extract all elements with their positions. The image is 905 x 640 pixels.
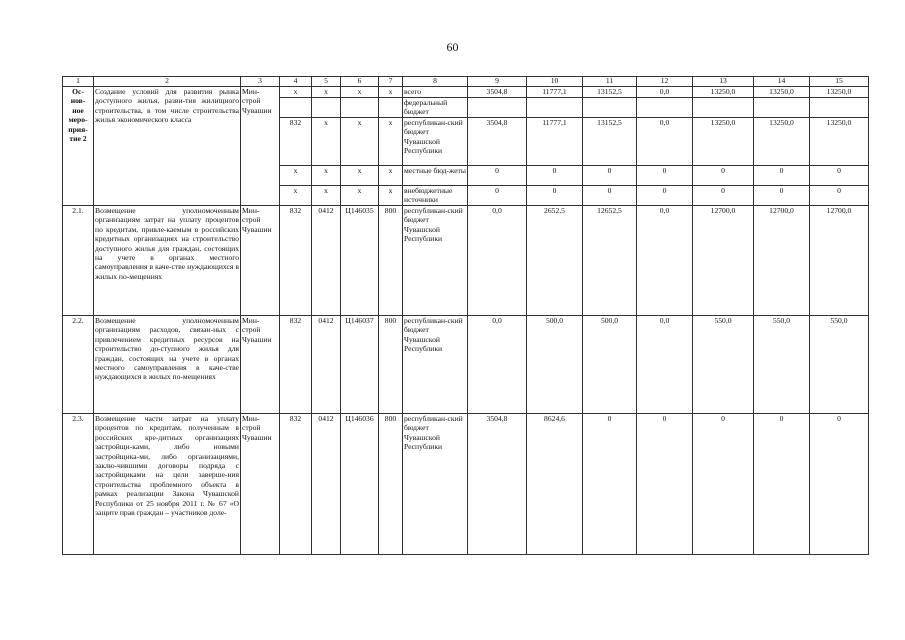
- kbk-target-code: Ц146035: [341, 206, 379, 316]
- activity-code: Ос- нов- ное меро- прия- тие 2: [63, 87, 94, 206]
- amount-v13: 0: [693, 186, 754, 206]
- amount-v13: 12700,0: [693, 206, 754, 316]
- header-cell: 5: [312, 77, 341, 87]
- amount-v11: 500,0: [583, 316, 637, 414]
- amount-v11: 0: [583, 166, 637, 186]
- activity-name: Создание условий для развития рынка доступного жилья, разви-тия жилищного строительства, в том числе строительства жилья экономического класса: [94, 87, 241, 206]
- kbk-expense-type: 800: [379, 414, 403, 555]
- amount-v11: 12652,5: [583, 206, 637, 316]
- amount-v12: 0,0: [637, 118, 693, 166]
- header-cell: 6: [341, 77, 379, 87]
- amount-v15: 0: [810, 414, 869, 555]
- funding-source: внебюджетные источники: [403, 186, 468, 206]
- kbk-expense-type: [379, 98, 403, 118]
- header-cell: 9: [468, 77, 527, 87]
- funding-source: местные бюд-жеты: [403, 166, 468, 186]
- amount-v13: 13250,0: [693, 87, 754, 98]
- amount-v10: 2652,5: [527, 206, 583, 316]
- header-cell: 1: [63, 77, 94, 87]
- funding-source: федеральный бюджет: [403, 98, 468, 118]
- amount-v15: 13250,0: [810, 118, 869, 166]
- kbk-expense-type: x: [379, 87, 403, 98]
- executor: Мин- строй Чувашии: [241, 414, 280, 555]
- amount-v12: 0,0: [637, 316, 693, 414]
- header-cell: 11: [583, 77, 637, 87]
- activity-code: 2.2.: [63, 316, 94, 414]
- kbk-section-code: x: [312, 118, 341, 166]
- kbk-ministry-code: 832: [280, 316, 312, 414]
- header-cell: 3: [241, 77, 280, 87]
- activity-code: 2.1.: [63, 206, 94, 316]
- kbk-target-code: x: [341, 87, 379, 98]
- amount-v12: 0: [637, 166, 693, 186]
- kbk-section-code: x: [312, 87, 341, 98]
- amount-v14: 0: [754, 186, 810, 206]
- amount-v14: 13250,0: [754, 118, 810, 166]
- executor: Мин- строй Чувашии: [241, 316, 280, 414]
- amount-v11: 13152,5: [583, 87, 637, 98]
- executor: Мин- строй Чувашии: [241, 206, 280, 316]
- table-row: [63, 206, 869, 316]
- kbk-target-code: Ц146036: [341, 414, 379, 555]
- amount-v9: [468, 98, 527, 118]
- amount-v15: 550,0: [810, 316, 869, 414]
- kbk-target-code: Ц146037: [341, 316, 379, 414]
- header-cell: 12: [637, 77, 693, 87]
- funding-source: республикан-ский бюджет Чувашской Республики: [403, 206, 468, 316]
- header-row: [63, 77, 869, 87]
- amount-v10: 0: [527, 166, 583, 186]
- kbk-target-code: [341, 98, 379, 118]
- amount-v12: 0: [637, 186, 693, 206]
- amount-v10: 11777,1: [527, 87, 583, 98]
- kbk-section-code: 0412: [312, 414, 341, 555]
- amount-v14: 13250,0: [754, 87, 810, 98]
- kbk-ministry-code: x: [280, 166, 312, 186]
- kbk-expense-type: 800: [379, 206, 403, 316]
- header-cell: 7: [379, 77, 403, 87]
- header-cell: 13: [693, 77, 754, 87]
- amount-v11: 13152,5: [583, 118, 637, 166]
- kbk-ministry-code: 832: [280, 414, 312, 555]
- amount-v12: [637, 98, 693, 118]
- amount-v14: 12700,0: [754, 206, 810, 316]
- funding-source: республикан-ский бюджет Чувашской Республики: [403, 414, 468, 555]
- kbk-target-code: x: [341, 166, 379, 186]
- header-cell: 10: [527, 77, 583, 87]
- kbk-target-code: x: [341, 186, 379, 206]
- executor: Мин- строй Чувашии: [241, 87, 280, 206]
- kbk-ministry-code: 832: [280, 118, 312, 166]
- amount-v15: 12700,0: [810, 206, 869, 316]
- header-cell: 2: [94, 77, 241, 87]
- amount-v13: 13250,0: [693, 118, 754, 166]
- table-row: [63, 414, 869, 555]
- amount-v9: 0,0: [468, 206, 527, 316]
- amount-v15: [810, 98, 869, 118]
- activity-name: Возмещение части затрат на уплату процентов по кредитам, полученным в российских кре-дитных организациях застройщи-ками, либо новыми застройщика-ми, либо организациями, заклю-чившими договоры подряда с застройщиками на цели заверше-ния строительства проблемного объекта в рамках реализации Закона Чувашской Республики от 25 ноября 2011 г. № 67 «О защите прав граждан – участников доле-: [94, 414, 241, 555]
- header-cell: 4: [280, 77, 312, 87]
- amount-v15: 0: [810, 186, 869, 206]
- amount-v9: 3504,8: [468, 414, 527, 555]
- activity-name: Возмещение уполномоченным организациям затрат на уплату процентов по кредитам, привле-каемым в российских кредитных организациях на строительство доступного жилья для граждан, состоящих на учете в органах местного самоуправления в каче-стве нуждающихся в жилых по-мещениях: [94, 206, 241, 316]
- amount-v12: 0,0: [637, 206, 693, 316]
- amount-v9: 3504,8: [468, 87, 527, 98]
- amount-v10: 500,0: [527, 316, 583, 414]
- amount-v9: 0,0: [468, 316, 527, 414]
- kbk-ministry-code: x: [280, 186, 312, 206]
- table-row: [63, 87, 869, 98]
- funding-source: всего: [403, 87, 468, 98]
- kbk-section-code: 0412: [312, 316, 341, 414]
- kbk-expense-type: 800: [379, 316, 403, 414]
- amount-v14: 0: [754, 414, 810, 555]
- kbk-ministry-code: x: [280, 87, 312, 98]
- amount-v13: 0: [693, 166, 754, 186]
- amount-v11: [583, 98, 637, 118]
- budget-table: [62, 76, 869, 555]
- page-number: 60: [446, 40, 459, 54]
- activity-name: Возмещение уполномоченным организациям расходов, связан-ных с привлечением кредитных ресурсов на строительство до-ступного жилья для граждан, состоящих на учете в органах местного самоуправления в каче-стве нуждающихся в жилых по-мещениях: [94, 316, 241, 414]
- kbk-expense-type: x: [379, 186, 403, 206]
- amount-v9: 0: [468, 186, 527, 206]
- amount-v11: 0: [583, 414, 637, 555]
- funding-source: республикан-ский бюджет Чувашской Республики: [403, 316, 468, 414]
- activity-code: 2.3.: [63, 414, 94, 555]
- amount-v9: 0: [468, 166, 527, 186]
- amount-v10: 0: [527, 186, 583, 206]
- kbk-target-code: x: [341, 118, 379, 166]
- amount-v12: 0,0: [637, 87, 693, 98]
- amount-v13: [693, 98, 754, 118]
- amount-v14: [754, 98, 810, 118]
- amount-v14: 550,0: [754, 316, 810, 414]
- amount-v12: 0: [637, 414, 693, 555]
- funding-source: республикан-ский бюджет Чувашской Республики: [403, 118, 468, 166]
- header-cell: 8: [403, 77, 468, 87]
- amount-v14: 0: [754, 166, 810, 186]
- kbk-expense-type: x: [379, 118, 403, 166]
- amount-v10: [527, 98, 583, 118]
- kbk-section-code: 0412: [312, 206, 341, 316]
- amount-v15: 0: [810, 166, 869, 186]
- amount-v10: 11777,1: [527, 118, 583, 166]
- amount-v13: 0: [693, 414, 754, 555]
- kbk-expense-type: x: [379, 166, 403, 186]
- kbk-ministry-code: 832: [280, 206, 312, 316]
- amount-v10: 8624,6: [527, 414, 583, 555]
- kbk-section-code: x: [312, 186, 341, 206]
- table-row: [63, 316, 869, 414]
- amount-v15: 13250,0: [810, 87, 869, 98]
- amount-v11: 0: [583, 186, 637, 206]
- kbk-section-code: x: [312, 166, 341, 186]
- kbk-section-code: [312, 98, 341, 118]
- header-cell: 15: [810, 77, 869, 87]
- amount-v9: 3504,8: [468, 118, 527, 166]
- header-cell: 14: [754, 77, 810, 87]
- kbk-ministry-code: [280, 98, 312, 118]
- amount-v13: 550,0: [693, 316, 754, 414]
